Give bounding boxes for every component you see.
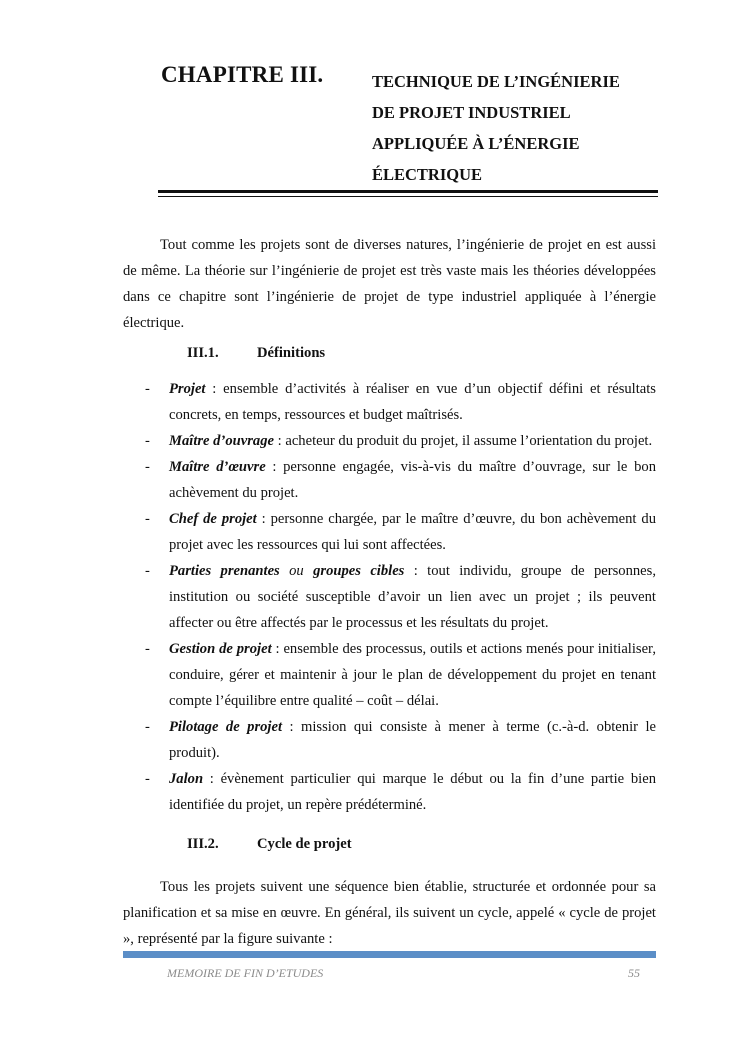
list-item — [123, 636, 656, 714]
definition-text: : personne engagée, vis-à-vis du maître d’ouvrage, sur le bon achèvement du projet. — [169, 459, 656, 501]
definition-term: groupes cibles — [313, 563, 405, 579]
definition-text: : évènement particulier qui marque le début ou la fin d’une partie bien identifiée du projet, un repère prédéterminé. — [169, 771, 656, 813]
section-number: III.1. — [187, 345, 219, 361]
section-number: III.2. — [187, 836, 219, 852]
bullet-dash-icon: - — [145, 433, 150, 449]
bullet-dash-icon: - — [145, 563, 150, 579]
definition-term: Projet — [169, 381, 206, 397]
definition-text: : personne chargée, par le maître d’œuvre, du bon achèvement du projet avec les ressources qui lui sont affectées. — [169, 511, 656, 553]
cycle-paragraph — [123, 874, 656, 952]
cycle-text: Tous les projets suivent une séquence bien établie, structurée et ordonnée pour sa planification et sa mise en œuvre. En général, ils suivent un cycle, appelé « cycle de projet », représenté par la figure suivante : — [123, 879, 656, 947]
definition-text: : ensemble des processus, outils et actions menés pour initialiser, conduire, gérer et maintenir à jour le plan de développement du projet en tenant compte l’équilibre entre qualité – coût – délai. — [169, 641, 656, 709]
page-number: 55 — [628, 966, 640, 980]
definition-term: Pilotage de projet — [169, 719, 283, 735]
definition-term: Chef de projet — [169, 511, 257, 527]
definition-text: : ensemble d’activités à réaliser en vue d’un objectif défini et résultats concrets, en temps, ressources et budget maîtrisés. — [169, 381, 656, 423]
list-item — [123, 506, 656, 558]
definition-term: Parties prenantes — [169, 563, 280, 579]
chapter-divider-thin — [158, 196, 658, 197]
bullet-dash-icon: - — [145, 381, 150, 397]
section-heading-cycle — [187, 836, 352, 853]
list-item — [123, 766, 656, 818]
list-item — [123, 376, 656, 428]
chapter-title-line: ÉLECTRIQUE — [372, 165, 483, 184]
definition-term: Jalon — [169, 771, 204, 787]
definition-term: Maître d’œuvre — [169, 459, 266, 475]
chapter-title-line: APPLIQUÉE À L’ÉNERGIE — [372, 134, 580, 153]
list-item — [123, 714, 656, 766]
list-item — [123, 558, 656, 636]
chapter-divider-thick — [158, 190, 658, 193]
chapter-title — [372, 66, 672, 190]
list-item — [123, 428, 656, 454]
bullet-dash-icon: - — [145, 511, 150, 527]
definition-text: : mission qui consiste à mener à terme (c.-à-d. obtenir le produit). — [169, 719, 656, 761]
definition-text: : tout individu, groupe de personnes, institution ou société susceptible d’avoir un lien avec un projet ; ils peuvent affecter ou être affectés par le processus et les résultats du projet. — [169, 563, 656, 631]
footer-rule — [123, 951, 656, 958]
definition-text: : acheteur du produit du projet, il assume l’orientation du projet. — [274, 433, 653, 449]
definition-connector: ou — [279, 563, 314, 579]
chapter-title-line: DE PROJET INDUSTRIEL — [372, 103, 571, 122]
bullet-dash-icon: - — [145, 771, 150, 787]
intro-text: Tout comme les projets sont de diverses natures, l’ingénierie de projet en est aussi de même. La théorie sur l’ingénierie de projet est très vaste mais les théories développées dans ce chapitre sont l’ingénierie de projet de type industriel appliquée à l’énergie électrique. — [123, 237, 656, 331]
definition-term: Maître d’ouvrage — [169, 433, 274, 449]
list-item — [123, 454, 656, 506]
section-title: Cycle de projet — [257, 836, 352, 852]
bullet-dash-icon: - — [145, 459, 150, 475]
section-heading-definitions — [187, 345, 325, 362]
bullet-dash-icon: - — [145, 719, 150, 735]
definitions-list — [123, 376, 656, 818]
chapter-label: CHAPITRE III. — [161, 62, 324, 87]
intro-paragraph — [123, 232, 656, 336]
bullet-dash-icon: - — [145, 641, 150, 657]
definition-term: Gestion de projet — [169, 641, 272, 657]
chapter-title-line: TECHNIQUE DE L’INGÉNIERIE — [372, 72, 620, 91]
footer-title: MEMOIRE DE FIN D’ETUDES — [167, 966, 324, 980]
section-title: Définitions — [257, 345, 326, 361]
